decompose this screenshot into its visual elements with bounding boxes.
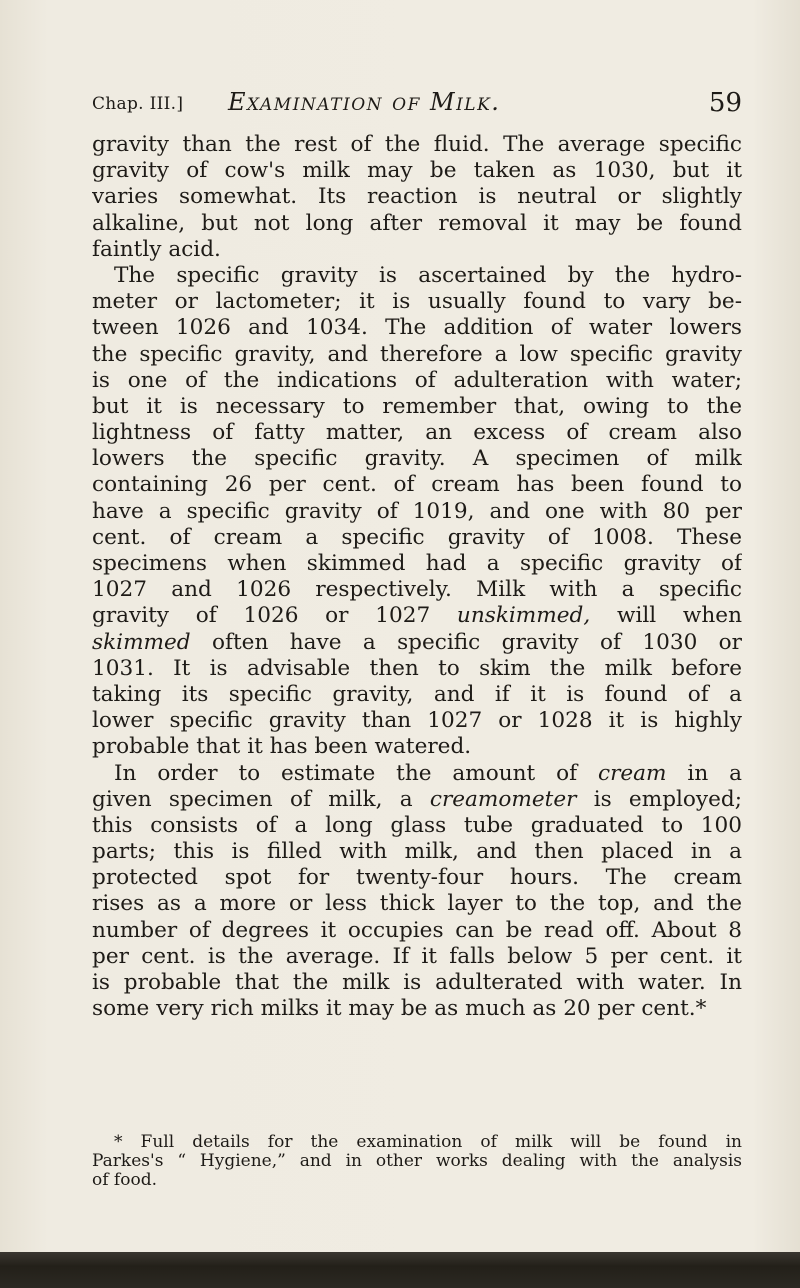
body-line bbox=[92, 630, 742, 656]
body-line: gravity of cow's milk may be taken as 1030, but it bbox=[92, 158, 742, 184]
body-line: 1027 and 1026 respectively. Milk with a specific bbox=[92, 577, 742, 603]
body-line: protected spot for twenty-four hours. The cream bbox=[92, 865, 742, 891]
footnote-line: Parkes's “ Hygiene,” and in other works dealing with the analysis bbox=[92, 1152, 742, 1171]
body-line: lightness of fatty matter, an excess of cream also bbox=[92, 420, 742, 446]
body-line: lowers the specific gravity. A specimen of milk bbox=[92, 446, 742, 472]
body-line: this consists of a long glass tube graduated to 100 bbox=[92, 812, 742, 838]
body-text bbox=[92, 132, 742, 1022]
body-line: containing 26 per cent. of cream has been found to bbox=[92, 472, 742, 498]
body-line: have a specific gravity of 1019, and one with 80 per bbox=[92, 498, 742, 524]
text-run: often have a specific gravity of 1030 or bbox=[190, 629, 742, 655]
body-line: some very rich milks it may be as much as 20 per cent.* bbox=[92, 996, 707, 1022]
body-line bbox=[92, 787, 742, 813]
body-line: 1031. It is advisable then to skim the milk before bbox=[92, 655, 742, 681]
footnote bbox=[92, 1133, 742, 1190]
italic-term: cream bbox=[597, 760, 667, 786]
body-line: parts; this is filled with milk, and then placed in a bbox=[92, 839, 742, 865]
body-line: rises as a more or less thick layer to the top, and the bbox=[92, 891, 742, 917]
text-run: In order to estimate the amount of bbox=[114, 760, 598, 786]
running-title: Examination of Milk. bbox=[228, 88, 501, 116]
body-line: per cent. is the average. If it falls below 5 per cent. it bbox=[92, 943, 742, 969]
page-header bbox=[92, 88, 742, 118]
body-line: The specific gravity is ascertained by the hydro- bbox=[114, 262, 742, 288]
body-line: gravity than the rest of the fluid. The average specific bbox=[92, 132, 742, 157]
body-line: number of degrees it occupies can be read off. About 8 bbox=[92, 917, 742, 943]
page-number: 59 bbox=[708, 88, 742, 118]
scan-edge-shadow bbox=[0, 1252, 800, 1288]
text-run: will when bbox=[590, 603, 742, 629]
body-line: lower specific gravity than 1027 or 1028 it is highly bbox=[92, 708, 742, 734]
italic-term: unskimmed, bbox=[456, 603, 591, 629]
body-line: is probable that the milk is adulterated with water. In bbox=[92, 970, 742, 995]
chapter-label: Chap. III.] bbox=[92, 94, 184, 114]
italic-term: skimmed bbox=[92, 629, 191, 655]
body-line: meter or lactometer; it is usually found to vary be- bbox=[92, 289, 742, 315]
body-line bbox=[92, 603, 742, 629]
body-line bbox=[92, 761, 742, 787]
body-line: specimens when skimmed had a specific gravity of bbox=[92, 551, 742, 576]
footnote-line: of food. bbox=[92, 1171, 157, 1190]
text-run: gravity of 1026 or 1027 bbox=[92, 603, 457, 629]
body-line: taking its specific gravity, and if it is found of a bbox=[92, 681, 742, 707]
body-line: alkaline, but not long after removal it may be found bbox=[92, 210, 742, 236]
body-line: the specific gravity, and therefore a low specific gravity bbox=[92, 341, 742, 367]
body-line: tween 1026 and 1034. The addition of water lowers bbox=[92, 315, 742, 341]
body-line: but it is necessary to remember that, owing to the bbox=[92, 393, 742, 419]
body-line: cent. of cream a specific gravity of 1008. These bbox=[92, 524, 742, 550]
body-line: varies somewhat. Its reaction is neutral or slightly bbox=[92, 184, 742, 210]
footnote-line: * Full details for the examination of milk will be found in bbox=[114, 1133, 742, 1152]
body-line: probable that it has been watered. bbox=[92, 734, 472, 760]
text-run: given specimen of milk, a bbox=[92, 786, 430, 812]
body-line: faintly acid. bbox=[92, 236, 221, 262]
text-run: is employed; bbox=[576, 786, 742, 812]
italic-term: creamometer bbox=[429, 786, 577, 812]
body-line: is one of the indications of adulteration with water; bbox=[92, 367, 742, 393]
text-run: in a bbox=[666, 760, 742, 786]
